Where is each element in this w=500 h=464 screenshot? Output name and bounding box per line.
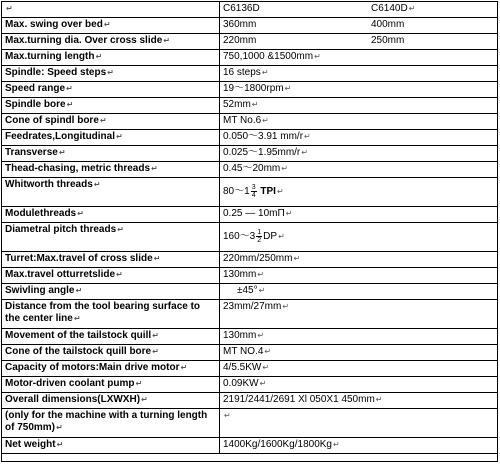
row-label	[2, 178, 220, 207]
row-value	[220, 207, 498, 223]
para-mark: ↵	[66, 100, 74, 109]
cell-text: 250mm	[371, 35, 405, 46]
row-value	[220, 162, 498, 178]
para-mark: ↵	[262, 116, 269, 125]
para-mark: ↵	[293, 254, 301, 263]
row-value	[220, 345, 498, 361]
cell-text: Max.turning length	[5, 51, 95, 62]
fraction	[251, 184, 257, 199]
row-label	[2, 345, 220, 361]
row-label	[2, 50, 220, 66]
row-value	[220, 66, 498, 82]
table-row	[2, 438, 497, 454]
row-label	[2, 393, 220, 409]
cell-text: MT No.6	[223, 115, 262, 126]
para-mark: ↵	[107, 68, 114, 77]
row-label	[2, 66, 220, 82]
para-mark: ↵	[75, 286, 83, 295]
row-value	[220, 361, 498, 377]
para-mark: ↵	[6, 4, 13, 13]
cell-text: Diametral pitch threads	[5, 224, 117, 235]
para-mark: ↵	[282, 302, 290, 311]
cell-text: 4/5.5KW	[223, 362, 262, 373]
row-label	[2, 18, 220, 34]
para-mark: ↵	[375, 395, 383, 404]
cell-text: 220mm	[223, 35, 257, 46]
row-label	[2, 98, 220, 114]
cell-text: 0.25 — 10mΠ	[223, 208, 285, 219]
table-row	[2, 2, 497, 18]
row-value	[220, 409, 498, 438]
cell-text: 130mm	[223, 269, 257, 280]
cell-text: Cone of the tailstock quill bore	[5, 346, 152, 357]
para-mark: ↵	[99, 116, 107, 125]
row-label	[2, 207, 220, 223]
para-mark: ↵	[284, 84, 292, 93]
para-mark: ↵	[103, 20, 111, 29]
cell-text: Feedrates,Longitudinal	[5, 131, 116, 142]
row-label	[2, 377, 220, 393]
cell-text: Spindle bore	[5, 99, 66, 110]
row-value	[220, 50, 498, 66]
row-value	[220, 98, 498, 114]
row-value	[220, 438, 498, 454]
cell-text: Speed range	[5, 83, 66, 94]
row-label	[2, 130, 220, 146]
table-row	[2, 377, 497, 393]
row-label	[2, 114, 220, 130]
table-row	[2, 207, 497, 223]
cell-text: Modulethreads	[5, 208, 77, 219]
cell-text: Whitworth threads	[5, 179, 93, 190]
cell-text: 1400Kg/1600Kg/1800Kg	[223, 439, 332, 450]
para-mark: ↵	[93, 180, 101, 189]
para-mark: ↵	[285, 209, 293, 218]
table-row	[2, 82, 497, 98]
row-value	[220, 329, 498, 345]
specifications-table	[2, 2, 497, 454]
table-row	[2, 130, 497, 146]
row-label	[2, 252, 220, 268]
para-mark: ↵	[66, 84, 73, 93]
model-c6136d: C6136D	[223, 3, 260, 14]
cell-text: 750,1000 &1500mm	[223, 51, 314, 62]
cell-text: 4	[251, 192, 256, 199]
para-mark: ↵	[408, 4, 416, 13]
para-mark: ↵	[314, 52, 321, 61]
para-mark: ↵	[333, 440, 340, 449]
spec-sheet	[1, 1, 498, 462]
para-mark: ↵	[301, 148, 308, 157]
para-mark: ↵	[278, 232, 285, 242]
para-mark: ↵	[77, 209, 84, 218]
cell-text: Spindle: Speed steps	[5, 67, 107, 78]
para-mark: ↵	[251, 100, 259, 109]
table-row	[2, 162, 497, 178]
row-value: 80～1 $\frac{3}{4}$ TPI↵	[220, 178, 498, 207]
row-value	[220, 377, 498, 393]
header-models-cell	[220, 2, 498, 18]
cell-text: Distance from the tool bearing surface to the center line	[5, 301, 201, 324]
cell-text: ±45°	[237, 285, 258, 296]
cell-text: Transverse	[5, 147, 58, 158]
cell-text: 1	[257, 229, 262, 236]
para-mark: ↵	[281, 164, 288, 173]
cell-text: 80～1	[223, 186, 250, 198]
para-mark: ↵	[151, 164, 158, 173]
para-mark: ↵	[257, 331, 265, 340]
row-label	[2, 438, 220, 454]
para-mark: ↵	[58, 148, 66, 157]
para-mark: ↵	[152, 347, 159, 356]
row-value	[220, 223, 498, 252]
cell-text: 0.050～3.91 mm/r	[223, 131, 304, 142]
cell-text: 0.09KW	[223, 378, 259, 389]
para-mark: ↵	[304, 132, 311, 141]
para-mark: ↵	[163, 36, 170, 45]
row-value	[220, 252, 498, 268]
row-label	[2, 162, 220, 178]
para-mark: ↵	[180, 363, 188, 372]
cell-text: 0.45～20mm	[223, 163, 281, 174]
para-mark: ↵	[261, 68, 269, 77]
cell-text: Max.travel otturretslide	[5, 269, 116, 280]
cell-text: 2191/2441/2691 Xl 050X1 450mm	[223, 394, 375, 405]
cell-text: Movement of the tailstock quill	[5, 330, 152, 341]
row-label	[2, 300, 220, 329]
table-row	[2, 252, 497, 268]
para-mark: ↵	[224, 411, 231, 420]
cell-text: Cone of spindl bore	[5, 115, 99, 126]
row-value	[220, 130, 498, 146]
cell-text: 2	[257, 237, 262, 244]
table-row	[2, 50, 497, 66]
row-value	[220, 114, 498, 130]
cell-text: Overall dimensions(LXWXH)	[5, 394, 141, 405]
table-row	[2, 345, 497, 361]
row-label	[2, 284, 220, 300]
row-label	[2, 361, 220, 377]
table-row	[2, 18, 497, 34]
table-row	[2, 114, 497, 130]
row-label	[2, 146, 220, 162]
table-row	[2, 178, 497, 207]
cell-text: 220mm/250mm	[223, 253, 293, 264]
table-row	[2, 66, 497, 82]
para-mark: ↵	[258, 286, 266, 295]
cell-text: 23mm/27mm	[223, 301, 282, 312]
para-mark: ↵	[95, 52, 103, 61]
cell-text: Thead-chasing, metric threads	[5, 163, 151, 174]
table-row	[2, 284, 497, 300]
para-mark: ↵	[135, 379, 143, 388]
cell-text: MT NO.4	[223, 346, 264, 357]
para-mark: ↵	[116, 132, 123, 141]
cell-text: Net weight	[5, 439, 56, 450]
cell-text: Swivling angle	[5, 285, 75, 296]
row-value	[220, 393, 498, 409]
cell-text: Motor-driven coolant pump	[5, 378, 135, 389]
cell-text: 19～1800rpm	[223, 83, 284, 94]
table-row	[2, 329, 497, 345]
para-mark: ↵	[56, 423, 63, 432]
cell-text: 160～3	[223, 231, 256, 243]
cell-text: Max.turning dia. Over cross slide	[5, 35, 163, 46]
para-mark: ↵	[264, 347, 272, 356]
para-mark: ↵	[153, 254, 161, 263]
para-mark: ↵	[73, 314, 81, 323]
table-row	[2, 34, 497, 50]
row-value	[220, 18, 498, 34]
para-mark: ↵	[152, 331, 159, 340]
para-mark: ↵	[276, 187, 284, 197]
cell-text: 400mm	[371, 19, 405, 30]
cell-text: Turret:Max.travel of cross slide	[5, 253, 153, 264]
table-row	[2, 223, 497, 252]
row-value	[220, 82, 498, 98]
row-label	[2, 82, 220, 98]
para-mark: ↵	[141, 395, 148, 404]
table-row	[2, 146, 497, 162]
table-row	[2, 409, 497, 438]
cell-text: 130mm	[223, 330, 257, 341]
table-row	[2, 300, 497, 329]
table-row	[2, 393, 497, 409]
para-mark: ↵	[116, 270, 123, 279]
para-mark: ↵	[117, 225, 124, 234]
row-label	[2, 329, 220, 345]
row-value	[220, 146, 498, 162]
cell-text: DP	[263, 231, 278, 243]
para-mark: ↵	[257, 270, 265, 279]
row-value	[220, 34, 498, 50]
para-mark: ↵	[56, 440, 64, 449]
cell-text: 3	[251, 184, 256, 191]
row-label	[2, 34, 220, 50]
fraction	[256, 229, 262, 244]
row-label	[2, 223, 220, 252]
cell-text: 360mm	[223, 19, 257, 30]
cell-text: (only for the machine with a turning length of 750mm)	[5, 410, 208, 433]
table-row	[2, 268, 497, 284]
para-mark: ↵	[259, 379, 267, 388]
cell-text: 16 steps	[223, 67, 261, 78]
model-c6140d: C6140D	[371, 3, 408, 14]
row-value	[220, 300, 498, 329]
cell-text: 0.025～1.95mm/r	[223, 147, 301, 158]
table-row	[2, 98, 497, 114]
cell-text: Capacity of motors:Main drive motor	[5, 362, 180, 373]
table-row	[2, 361, 497, 377]
header-label-cell	[2, 2, 220, 18]
cell-text: 52mm	[223, 99, 251, 110]
cell-text: Max. swing over bed	[5, 19, 103, 30]
row-value	[220, 284, 498, 300]
row-label	[2, 409, 220, 438]
row-value	[220, 268, 498, 284]
row-label	[2, 268, 220, 284]
para-mark: ↵	[262, 363, 270, 372]
